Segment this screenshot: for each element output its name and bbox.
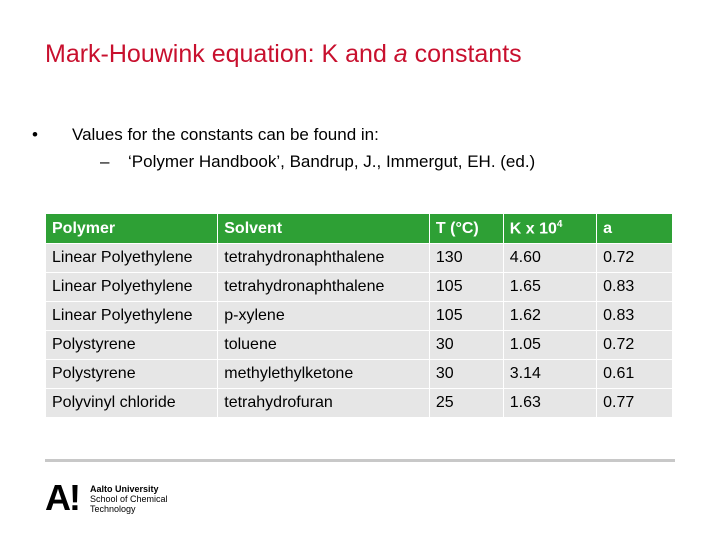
logo-line-technology: Technology xyxy=(90,504,136,514)
cell-temperature: 130 xyxy=(429,244,503,273)
bullet-text: Values for the constants can be found in: xyxy=(72,125,379,144)
cell-a: 0.72 xyxy=(597,244,673,273)
cell-k: 1.63 xyxy=(503,389,596,418)
cell-polymer: Polyvinyl chloride xyxy=(46,389,218,418)
cell-a: 0.83 xyxy=(597,273,673,302)
table-row xyxy=(46,331,673,360)
header-solvent: Solvent xyxy=(218,214,430,244)
cell-polymer: Polystyrene xyxy=(46,331,218,360)
cell-polymer: Linear Polyethylene xyxy=(46,302,218,331)
cell-k: 3.14 xyxy=(503,360,596,389)
cell-solvent: toluene xyxy=(218,331,430,360)
cell-polymer: Linear Polyethylene xyxy=(46,273,218,302)
header-k-exponent: 4 xyxy=(556,218,563,230)
cell-polymer: Linear Polyethylene xyxy=(46,244,218,273)
cell-k: 4.60 xyxy=(503,244,596,273)
table-row xyxy=(46,244,673,273)
cell-a: 0.61 xyxy=(597,360,673,389)
cell-solvent: tetrahydronaphthalene xyxy=(218,273,430,302)
header-k xyxy=(503,214,596,244)
constants-table xyxy=(45,213,673,418)
sub-bullet-dash: – xyxy=(100,152,110,171)
cell-a: 0.77 xyxy=(597,389,673,418)
sub-bullet-text: ‘Polymer Handbook’, Bandrup, J., Immergut, EH. (ed.) xyxy=(128,152,536,171)
logo-text xyxy=(90,484,250,514)
cell-temperature: 105 xyxy=(429,302,503,331)
bullet-list xyxy=(32,125,535,172)
title-suffix: constants xyxy=(407,40,522,68)
header-a: a xyxy=(597,214,673,244)
cell-solvent: p-xylene xyxy=(218,302,430,331)
header-k-text: K x 10 xyxy=(509,220,557,238)
logo-line-school: School of Chemical xyxy=(90,494,168,504)
cell-a: 0.83 xyxy=(597,302,673,331)
cell-polymer: Polystyrene xyxy=(46,360,218,389)
table-row xyxy=(46,302,673,331)
bullet-dot: • xyxy=(32,125,38,144)
logo-line-university: Aalto University xyxy=(90,484,159,494)
bullet-item xyxy=(32,125,535,152)
slide-title xyxy=(45,40,522,69)
header-polymer: Polymer xyxy=(46,214,218,244)
cell-temperature: 25 xyxy=(429,389,503,418)
title-italic: a xyxy=(393,40,408,68)
table-header-row xyxy=(46,214,673,244)
cell-solvent: tetrahydrofuran xyxy=(218,389,430,418)
table-row xyxy=(46,389,673,418)
cell-a: 0.72 xyxy=(597,331,673,360)
table-row xyxy=(46,360,673,389)
cell-temperature: 30 xyxy=(429,360,503,389)
header-temperature: T (°C) xyxy=(429,214,503,244)
cell-k: 1.62 xyxy=(503,302,596,331)
logo-mark: A! xyxy=(45,477,79,518)
cell-k: 1.65 xyxy=(503,273,596,302)
table-row xyxy=(46,273,673,302)
cell-temperature: 105 xyxy=(429,273,503,302)
footer-divider xyxy=(45,459,675,462)
sub-bullet-item xyxy=(32,152,535,172)
cell-solvent: tetrahydronaphthalene xyxy=(218,244,430,273)
cell-solvent: methylethylketone xyxy=(218,360,430,389)
cell-temperature: 30 xyxy=(429,331,503,360)
cell-k: 1.05 xyxy=(503,331,596,360)
title-prefix: Mark-Houwink equation: K and xyxy=(45,40,394,68)
